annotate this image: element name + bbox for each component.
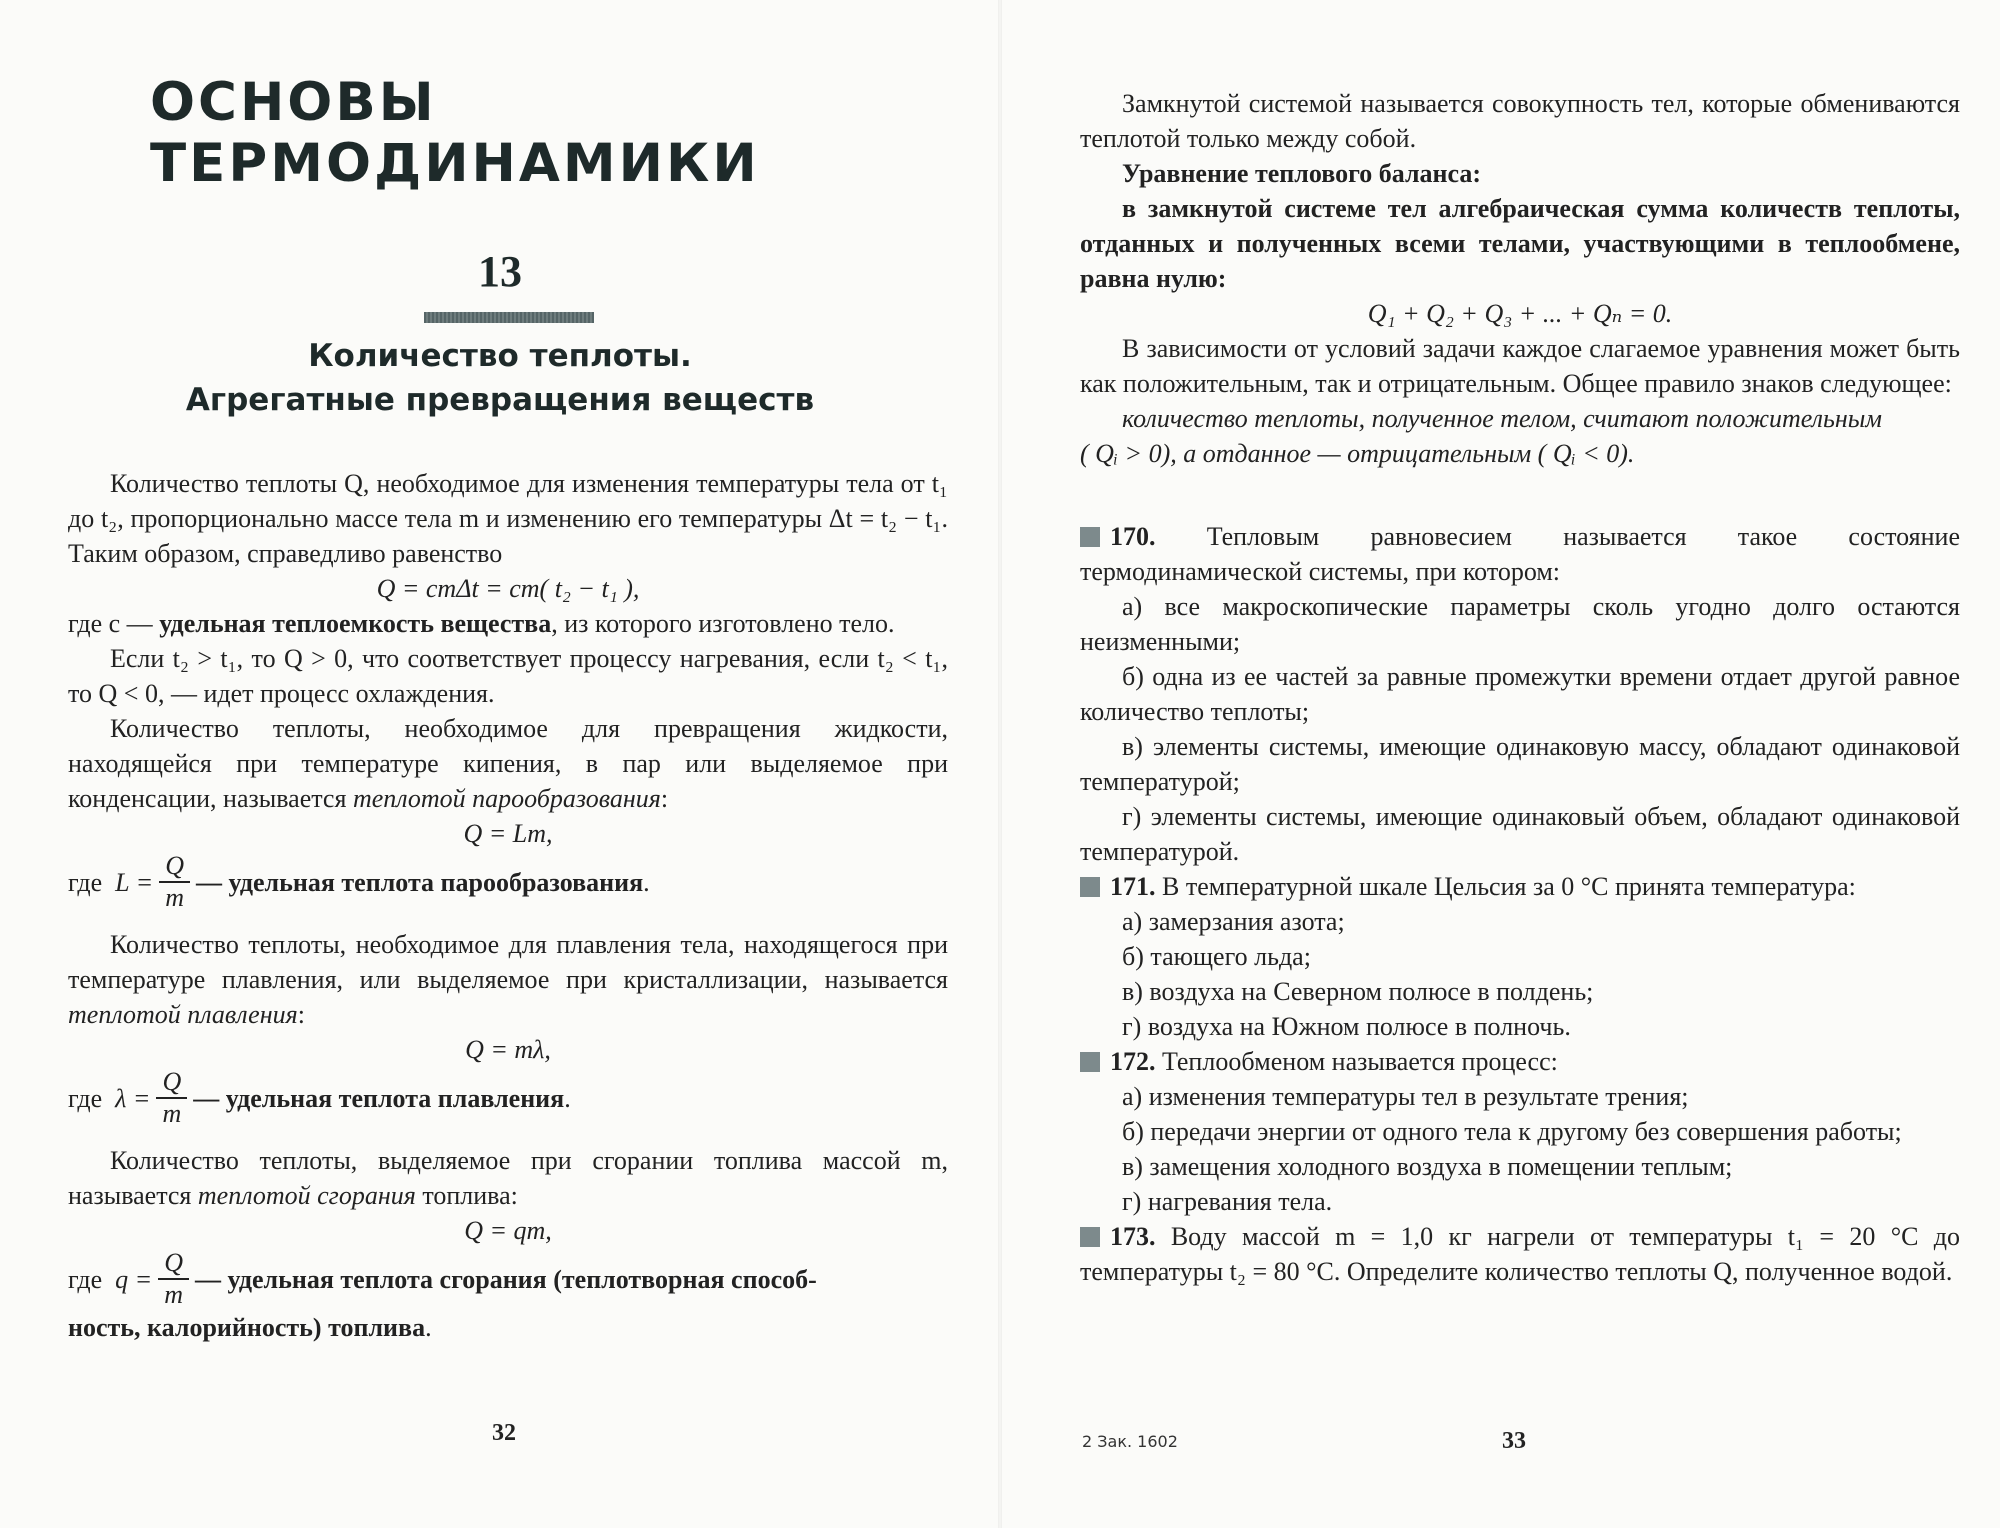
paragraph: ность, калорийность) топлива. — [68, 1313, 432, 1342]
right-body — [1080, 86, 1960, 1289]
task-question — [1080, 869, 1960, 904]
term: — удельная теплота сгорания (теплотворная способ- — [194, 1264, 817, 1294]
task-marker-icon — [1080, 1227, 1100, 1247]
section-title: ОСНОВЫ ТЕРМОДИНАМИКИ — [150, 72, 760, 194]
fraction: $\frac{Q}{m}$ — [158, 1248, 189, 1310]
fraction: $\frac{Q}{m}$ — [156, 1067, 187, 1129]
page-number: 33 — [1502, 1428, 1526, 1454]
term: теплотой сгорания — [197, 1181, 416, 1210]
answer-option: г) воздуха на Южном полюсе в полночь. — [1122, 1012, 1571, 1041]
task-number: 170. — [1110, 522, 1156, 551]
task-item — [1080, 1219, 1960, 1289]
task-text: Тепловым равновесием называется такое состояние термодинамической системы, при котором: — [1080, 522, 1960, 586]
task-question — [1080, 519, 1960, 589]
formula: Q₁ + Q₂ + Q₃ + ... + Qₙ = 0. — [1367, 299, 1673, 328]
definition-line: где L = $\frac{Q}{m}$ — удельная теплота парообразования . — [68, 851, 650, 912]
formula: Q = cmΔt = cm( t₂ − t₁ ), — [376, 574, 640, 603]
footer-note: 2 Зак. 1602 — [1082, 1432, 1178, 1451]
task-item — [1080, 869, 1960, 1044]
task-question — [1080, 1219, 1960, 1289]
paragraph: Количество теплоты Q, необходимое для изменения температуры тела от t₁ до t₂, пропорционально массе тела m и изменению его температуры Δt = t₂ − t₁. Таким образом, справедливо равенство — [68, 469, 948, 568]
chapter-title — [0, 334, 1000, 422]
task-marker-icon — [1080, 1052, 1100, 1072]
answer-option: в) воздуха на Северном полюсе в полдень; — [1122, 977, 1594, 1006]
answer-option: в) замещения холодного воздуха в помещении теплым; — [1122, 1152, 1733, 1181]
answer-option: в) элементы системы, имеющие одинаковую массу, обладают одинаковой температурой; — [1080, 732, 1960, 796]
rule-body: в замкнутой системе тел алгебраическая сумма количеств теплоты, отданных и полученных всеми телами, участвующими в теплообмене, равна нулю: — [1080, 194, 1960, 293]
paragraph: В зависимости от условий задачи каждое слагаемое уравнения может быть как положительным, так и отрицательным. Общее правило знаков следующее: — [1080, 334, 1960, 398]
term: — удельная теплота парообразования — [195, 867, 644, 897]
paragraph: Количество теплоты, необходимое для превращения жидкости, находящейся при температуре кипения, в пар или выделяемое при конденсации, называется теплотой парообразования: — [68, 714, 948, 813]
sign-rule-cont: ( Qᵢ > 0), а отданное — отрицательным ( Qᵢ < 0). — [1080, 439, 1635, 468]
definition-line: где q = $\frac{Q}{m}$ — удельная теплота сгорания (теплотворная способ- — [68, 1248, 817, 1309]
chapter-divider — [424, 312, 594, 323]
term: — удельная теплота плавления — [193, 1083, 565, 1113]
fraction: $\frac{Q}{m}$ — [159, 851, 190, 913]
answer-option: а) все макроскопические параметры сколь угодно долго остаются неизменными; — [1080, 592, 1960, 656]
task-item — [1080, 519, 1960, 869]
chapter-number: 13 — [478, 247, 522, 296]
paragraph: Количество теплоты, выделяемое при сгорании топлива массой m, называется теплотой сгорания топлива: — [68, 1146, 948, 1210]
paragraph: Замкнутой системой называется совокупность тел, которые обмениваются теплотой только между собой. — [1080, 89, 1960, 153]
task-list — [1080, 519, 1960, 1289]
answer-option: г) нагревания тела. — [1122, 1187, 1333, 1216]
answer-option: б) тающего льда; — [1122, 942, 1311, 971]
chapter-title-line1: Количество теплоты. — [308, 338, 692, 374]
task-item — [1080, 1044, 1960, 1219]
answer-option: г) элементы системы, имеющие одинаковый объем, обладают одинаковой температурой. — [1080, 802, 1960, 866]
answer-option: а) замерзания азота; — [1122, 907, 1345, 936]
formula: Q = mλ, — [465, 1035, 551, 1064]
sign-rule: количество теплоты, полученное телом, считают положительным — [1122, 404, 1882, 433]
paragraph: Количество теплоты, необходимое для плавления тела, находящегося при температуре плавления, или выделяемое при кристаллизации, называется теплотой плавления: — [68, 930, 948, 1029]
rule-title: Уравнение теплового баланса: — [1122, 159, 1482, 188]
task-number: 171. — [1110, 872, 1156, 901]
term: ность, калорийность) топлива — [68, 1313, 426, 1342]
term: удельная теплоемкость вещества — [159, 609, 552, 638]
page-number: 32 — [492, 1420, 516, 1446]
task-marker-icon — [1080, 527, 1100, 547]
left-body — [68, 466, 948, 1345]
answer-option: а) изменения температуры тел в результате трения; — [1122, 1082, 1689, 1111]
task-number: 172. — [1110, 1047, 1156, 1076]
task-marker-icon — [1080, 877, 1100, 897]
definition-line: где λ = $\frac{Q}{m}$ — удельная теплота плавления . — [68, 1067, 571, 1128]
task-text: Теплообменом называется процесс: — [1162, 1047, 1558, 1076]
term: теплотой плавления — [68, 1000, 298, 1029]
task-text: В температурной шкале Цельсия за 0 °С принята температура: — [1162, 872, 1856, 901]
paragraph: где c — удельная теплоемкость вещества, из которого изготовлено тело. — [68, 609, 895, 638]
right-page — [1000, 0, 2000, 1528]
formula: Q = qm, — [464, 1216, 552, 1245]
chapter-title-line2: Агрегатные превращения веществ — [185, 382, 815, 418]
formula: Q = Lm, — [463, 819, 553, 848]
answer-option: б) одна из ее частей за равные промежутки времени отдает другой равное количество теплоты; — [1080, 662, 1960, 726]
term: теплотой парообразования — [352, 784, 661, 813]
task-text: Воду массой m = 1,0 кг нагрели от температуры t₁ = 20 °С до температуры t₂ = 80 °С. Определите количество теплоты Q, полученное водой. — [1080, 1222, 1960, 1286]
task-number: 173. — [1110, 1222, 1156, 1251]
task-question — [1080, 1044, 1960, 1079]
paragraph: Если t₂ > t₁, то Q > 0, что соответствует процессу нагревания, если t₂ < t₁, то Q < 0, — идет процесс охлаждения. — [68, 644, 948, 708]
answer-option: б) передачи энергии от одного тела к другому без совершения работы; — [1122, 1117, 1902, 1146]
